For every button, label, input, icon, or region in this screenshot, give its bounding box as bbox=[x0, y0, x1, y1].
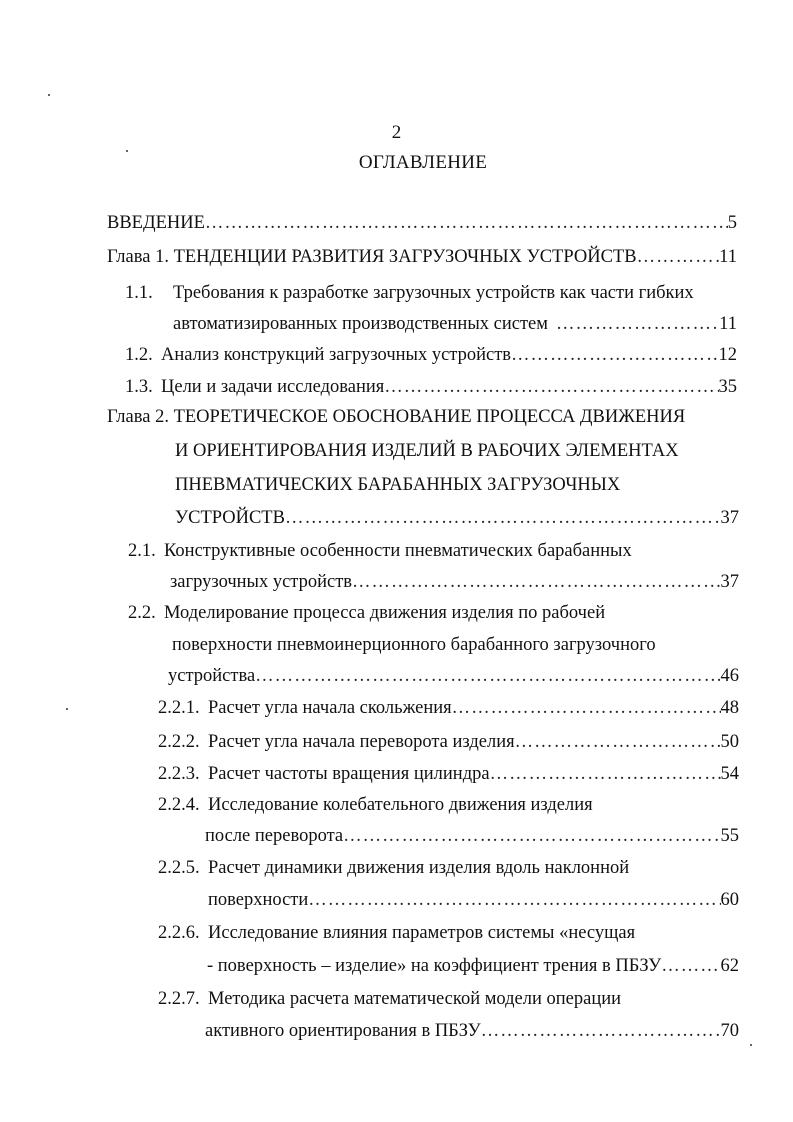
leader-dots bbox=[255, 663, 720, 689]
toc-entry-text: Глава 1. ТЕНДЕНЦИИ РАЗВИТИЯ ЗАГРУЗОЧНЫХ УСТРОЙСТВ bbox=[107, 247, 637, 267]
leader-dots bbox=[481, 1018, 721, 1044]
toc-entry-2-2-7-line1[interactable] bbox=[158, 986, 621, 1012]
scan-speck bbox=[66, 708, 68, 710]
toc-entry-2-2-1[interactable] bbox=[158, 695, 739, 721]
section-number: 2.2. bbox=[128, 603, 156, 623]
toc-entry-text: загрузочных устройств bbox=[170, 572, 353, 592]
toc-entry-text: поверхности bbox=[208, 890, 309, 910]
toc-entry-2-2-7-line2[interactable] bbox=[205, 1018, 739, 1044]
leader-dots bbox=[308, 887, 720, 913]
toc-entry-2-2-5-line1[interactable] bbox=[158, 855, 629, 881]
toc-entry-page: 60 bbox=[720, 890, 739, 910]
toc-entry-page: 37 bbox=[720, 508, 739, 528]
toc-entry-2-1-line2[interactable] bbox=[170, 569, 739, 595]
toc-entry-1-1-line2[interactable] bbox=[173, 311, 737, 337]
section-title: Расчет частоты вращения цилиндра bbox=[208, 764, 490, 784]
toc-entry-text: устройства bbox=[168, 666, 256, 686]
leader-dots bbox=[511, 342, 718, 368]
leader-dots bbox=[515, 729, 721, 755]
toc-entry-1-3[interactable] bbox=[125, 374, 737, 400]
toc-entry-page: 62 bbox=[720, 956, 739, 976]
section-title: Расчет угла начала переворота изделия bbox=[208, 732, 515, 752]
leader-dots bbox=[637, 244, 720, 270]
section-number: 1.2. bbox=[125, 345, 153, 365]
toc-entry-page: 5 bbox=[727, 213, 737, 233]
page-number: 2 bbox=[391, 122, 402, 143]
section-number: 1.3. bbox=[125, 377, 153, 397]
toc-entry-page: 55 bbox=[720, 826, 739, 846]
leader-dots bbox=[352, 569, 720, 595]
toc-entry-page: 37 bbox=[720, 572, 739, 592]
leader-dots bbox=[285, 505, 721, 531]
section-number: 2.2.5. bbox=[158, 858, 200, 878]
section-number: 2.2.7. bbox=[158, 989, 200, 1009]
toc-entry-page: 35 bbox=[718, 377, 737, 397]
toc-entry-2-2-4-line2[interactable] bbox=[205, 823, 739, 849]
section-number: 2.2.3. bbox=[158, 764, 200, 784]
toc-entry-page: 48 bbox=[720, 698, 739, 718]
leader-dots bbox=[556, 311, 719, 337]
toc-entry-2-2-line2: поверхности пневмоинерционного барабанного загрузочного bbox=[172, 635, 656, 655]
leader-dots bbox=[205, 210, 728, 236]
section-number: 2.2.2. bbox=[158, 732, 200, 752]
toc-entry-2-2-4-line1[interactable] bbox=[158, 792, 593, 818]
toc-entry-text: ВВЕДЕНИЕ bbox=[107, 213, 205, 233]
section-title: Исследование колебательного движения изделия bbox=[208, 795, 593, 815]
toc-entry-2-1-line1[interactable] bbox=[128, 538, 632, 564]
toc-entry-page: 11 bbox=[719, 314, 737, 334]
toc-entry-chapter-2-line3: ПНЕВМАТИЧЕСКИХ БАРАБАННЫХ ЗАГРУЗОЧНЫХ bbox=[175, 475, 621, 495]
section-title: Конструктивные особенности пневматических барабанных bbox=[164, 541, 632, 561]
toc-entry-chapter-2-line4[interactable] bbox=[175, 505, 739, 531]
toc-entry-text: после переворота bbox=[205, 826, 344, 846]
toc-title: ОГЛАВЛЕНИЕ bbox=[358, 152, 488, 173]
toc-entry-1-2[interactable] bbox=[125, 342, 737, 368]
section-title: Анализ конструкций загрузочных устройств bbox=[161, 345, 512, 365]
toc-entry-page: 54 bbox=[720, 764, 739, 784]
section-title: Моделирование процесса движения изделия по рабочей bbox=[164, 603, 606, 623]
scan-speck bbox=[48, 94, 50, 96]
leader-dots bbox=[343, 823, 720, 849]
section-title: Расчет угла начала скольжения bbox=[208, 698, 452, 718]
toc-entry-2-2-line1[interactable] bbox=[128, 600, 605, 626]
section-number: 2.2.4. bbox=[158, 795, 200, 815]
toc-entry-2-2-3[interactable] bbox=[158, 761, 739, 787]
section-number: 1.1. bbox=[125, 283, 153, 303]
scan-speck bbox=[750, 1044, 752, 1046]
toc-entry-page: 70 bbox=[720, 1021, 739, 1041]
toc-entry-2-2-6-line2[interactable] bbox=[207, 953, 739, 979]
toc-entry-text: УСТРОЙСТВ bbox=[175, 508, 285, 528]
toc-entry-text: активного ориентирования в ПБЗУ bbox=[205, 1021, 481, 1041]
toc-entry-2-2-6-line1[interactable] bbox=[158, 920, 635, 946]
toc-entry-chapter-2-line2: И ОРИЕНТИРОВАНИЯ ИЗДЕЛИЙ В РАБОЧИХ ЭЛЕМЕНТАХ bbox=[175, 441, 679, 461]
leader-dots bbox=[384, 374, 718, 400]
section-title: Требования к разработке загрузочных устройств как части гибких bbox=[173, 283, 694, 303]
section-title: Расчет динамики движения изделия вдоль наклонной bbox=[208, 858, 630, 878]
section-title: Исследование влияния параметров системы «несущая bbox=[208, 923, 636, 943]
toc-entry-page: 46 bbox=[720, 666, 739, 686]
toc-entry-text: автоматизированных производственных систем bbox=[173, 314, 548, 334]
toc-entry-chapter-1[interactable] bbox=[107, 244, 737, 270]
section-title: Методика расчета математической модели операции bbox=[208, 989, 622, 1009]
toc-entry-page: 50 bbox=[720, 732, 739, 752]
toc-entry-page: 11 bbox=[719, 247, 737, 267]
leader-dots bbox=[661, 953, 720, 979]
leader-dots bbox=[490, 761, 721, 787]
section-title: Цели и задачи исследования bbox=[161, 377, 385, 397]
section-number: 2.2.1. bbox=[158, 698, 200, 718]
toc-entry-text: - поверхность – изделие» на коэффициент трения в ПБЗУ bbox=[207, 956, 662, 976]
toc-entry-chapter-2-line1[interactable]: Глава 2. ТЕОРЕТИЧЕСКОЕ ОБОСНОВАНИЕ ПРОЦЕССА ДВИЖЕНИЯ bbox=[107, 407, 686, 427]
leader-dots bbox=[452, 695, 721, 721]
scan-speck bbox=[126, 150, 128, 152]
toc-entry-2-2-line3[interactable] bbox=[168, 663, 739, 689]
section-number: 2.2.6. bbox=[158, 923, 200, 943]
toc-entry-intro[interactable] bbox=[107, 210, 737, 236]
section-number: 2.1. bbox=[128, 541, 156, 561]
toc-entry-2-2-2[interactable] bbox=[158, 729, 739, 755]
toc-entry-page: 12 bbox=[718, 345, 737, 365]
toc-entry-2-2-5-line2[interactable] bbox=[208, 887, 739, 913]
toc-entry-1-1-line1[interactable] bbox=[125, 280, 694, 306]
